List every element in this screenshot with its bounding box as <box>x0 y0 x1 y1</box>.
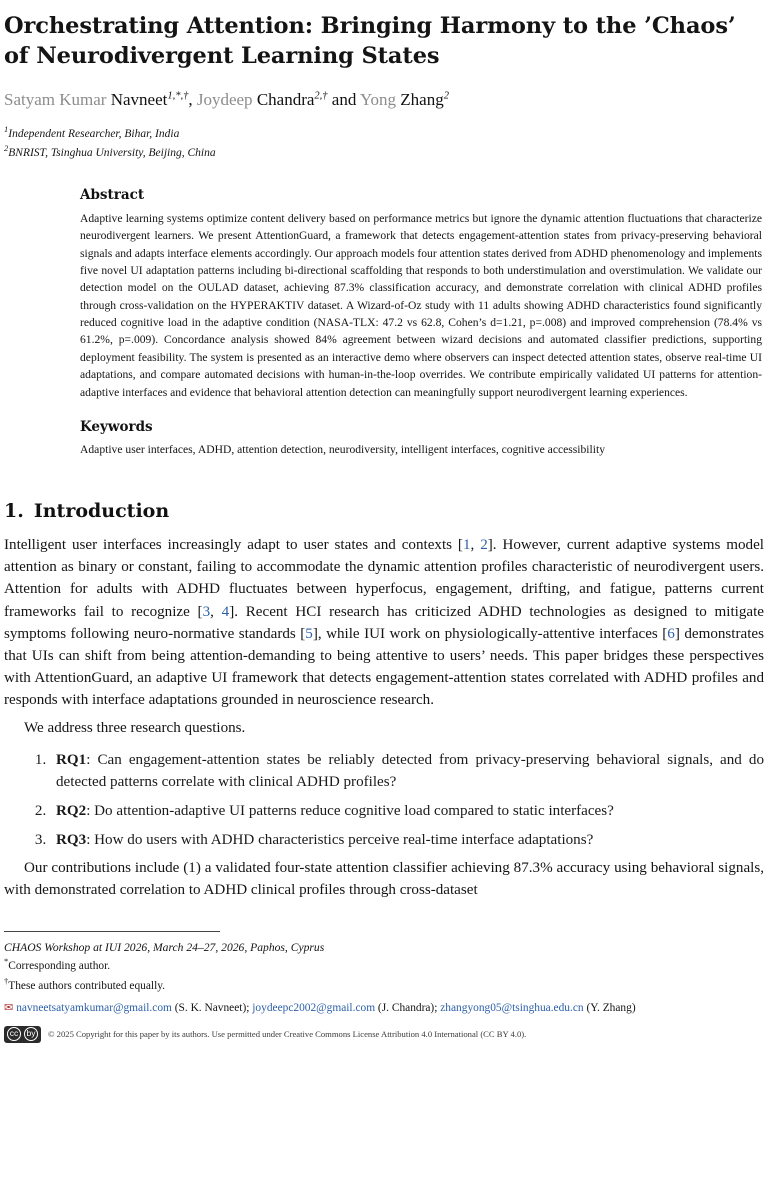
list-item <box>50 749 764 793</box>
text-run: , <box>210 603 222 620</box>
citation-link[interactable]: 4 <box>221 603 230 620</box>
section-title: Introduction <box>33 500 170 523</box>
license-text: © 2025 Copyright for this paper by its authors. Use permitted under Creative Commons License Attribution 4.0 International (CC BY 4.0). <box>48 1029 527 1040</box>
footnote-mark: * <box>4 956 9 967</box>
affiliation-mark: 1 <box>4 124 9 135</box>
footnote-text: These authors contributed equally. <box>8 979 166 992</box>
rq-text: : Do attention-adaptive UI patterns reduce cognitive load compared to static interfaces? <box>86 802 614 819</box>
list-item <box>50 800 764 822</box>
author-entry <box>4 90 188 109</box>
intro-paragraph-3: Our contributions include (1) a validated four-state attention classifier achieving 87.3% accuracy using behavioral signals, with demonstrated correlation to ADHD clinical profiles through cross-dataset <box>4 859 764 898</box>
author-affiliation-marks: 2,† <box>314 90 328 102</box>
author-conjunction: and <box>331 90 357 110</box>
intro-paragraph-2: We address three research questions. <box>24 719 246 736</box>
research-question-list <box>4 749 764 851</box>
intro-paragraph-1 <box>4 534 764 710</box>
cc-mark: cc <box>7 1027 21 1041</box>
envelope-icon: ✉ <box>4 1001 14 1014</box>
affiliation-item <box>4 125 764 144</box>
keywords-heading: Keywords <box>80 419 153 436</box>
citation-link[interactable]: 1 <box>462 537 471 554</box>
rq-label: RQ1 <box>56 751 87 768</box>
abstract-block <box>80 187 764 459</box>
keywords-text: Adaptive user interfaces, ADHD, attention detection, neurodiversity, intelligent interfaces, cognitive accessibility <box>80 443 605 457</box>
author-family-name: Chandra <box>256 90 315 110</box>
text-run: , <box>470 537 481 554</box>
rq-text: : How do users with ADHD characteristics perceive real-time interface adaptations? <box>86 831 594 848</box>
author-given-name: Joydeep <box>196 90 253 110</box>
abstract-text: Adaptive learning systems optimize content delivery based on performance metrics but ignore the dynamic attention fluctuations that characterize neurodivergent learners. We present AttentionGuard, a framework that detects engagement-attention states from privacy-preserving behavioral signals and adapts interface elements accordingly. Our approach models four attention states derived from ADHD phenomenology and implements five novel UI adaptation patterns including bi-directional scaffolding that responds to both understimulation and overstimulation. We validate our detection model on the OULAD dataset, achieving 87.3% classification accuracy, and demonstrate correlation with clinical ADHD profiles through cross-validation on the HYPERAKTIV dataset. A Wizard-of-Oz study with 11 adults showing ADHD characteristics found significantly reduced cognitive load in the adaptive condition (NASA-TLX: 47.2 vs 62.8, Cohen’s d=1.21, p=.008) and improved comprehension (78.4% vs 61.2%, p=.009). Concordance analysis showed 84% agreement between wizard decisions and automated classifier predictions, supporting deployment feasibility. The system is presented as an interactive demo where observers can inspect detected attention states, observe real-time UI adaptations, and compare automated decisions with human-in-the-loop overrides. We contribute empirically validated UI patterns for attention-adaptive interfaces and evidence that behavioral attention detection can meaningfully support neurodivergent learning experiences. <box>80 211 762 399</box>
text-run: ]. However, current adaptive systems model attention as binary or constant, failing to accommodate the dynamic attention profiles characteristic of neurodivergent users. Attention for adults with ADHD fluctuates between hyperfocus, engagement, drifting, and fatigue, patterns current frameworks fail to recognize [ <box>4 537 764 620</box>
citation-link[interactable]: 2 <box>480 537 488 554</box>
creative-commons-icon <box>4 1026 41 1043</box>
text-run: Intelligent user interfaces increasingly adapt to user states and contexts [ <box>4 537 463 554</box>
text-run: ]. Recent HCI research has criticized ADHD technologies as designed to mitigate symptoms following neuro-normative standards [ <box>4 603 765 642</box>
author-given-name: Satyam Kumar <box>4 90 107 110</box>
affiliation-list <box>4 125 764 162</box>
author-entry <box>197 90 328 109</box>
equal-contribution-note <box>4 975 764 995</box>
text-run: ], while IUI work on physiologically-attentive interfaces [ <box>312 625 668 642</box>
author-entry <box>360 90 449 109</box>
footnote-text: Corresponding author. <box>8 960 111 973</box>
email-link[interactable]: joydeepc2002@gmail.com <box>252 1001 376 1014</box>
email-link[interactable]: zhangyong05@tsinghua.edu.cn <box>440 1001 584 1014</box>
section-body <box>4 534 764 900</box>
author-family-name: Zhang <box>400 90 444 110</box>
affiliation-text: BNRIST, Tsinghua University, Beijing, China <box>8 147 216 160</box>
cc-by-mark: by <box>24 1027 38 1041</box>
author-given-name: Yong <box>359 90 397 110</box>
citation-link[interactable]: 3 <box>202 603 211 620</box>
section-heading <box>4 500 764 522</box>
email-owner: (S. K. Navneet); <box>174 1001 250 1014</box>
author-list <box>4 89 764 111</box>
text-run: ] demonstrates that UIs can shift from being attention-demanding to being attentive to users’ needs. This paper bridges these perspectives with AttentionGuard, an adaptive UI framework that detects engagement-attention states correlated with ADHD profiles and responds with interface adaptations grounded in neuroscience research. <box>4 625 764 708</box>
citation-link[interactable]: 5 <box>305 625 313 642</box>
email-link[interactable]: navneetsatyamkumar@gmail.com <box>16 1001 172 1014</box>
affiliation-mark: 2 <box>4 143 9 154</box>
section-number: 1. <box>4 500 24 523</box>
rq-text: : Can engagement-attention states be reliably detected from privacy-preserving behavioral signals, and do detected patterns correlate with clinical ADHD profiles? <box>56 751 764 790</box>
footnote-area <box>4 931 764 1043</box>
email-owner: (J. Chandra); <box>377 1001 438 1014</box>
email-list <box>4 999 764 1018</box>
citation-link[interactable]: 6 <box>667 625 675 642</box>
venue-line: CHAOS Workshop at IUI 2026, March 24–27, 2026, Paphos, Cyprus <box>4 940 325 954</box>
page-title: Orchestrating Attention: Bringing Harmony to the ’Chaos’ of Neurodivergent Learning States <box>4 13 736 69</box>
author-affiliation-marks: 2 <box>443 90 449 102</box>
license-row <box>4 1026 764 1043</box>
author-separator: , <box>188 90 193 110</box>
footnote-mark: † <box>4 975 9 986</box>
author-affiliation-marks: 1,*,† <box>167 90 189 102</box>
affiliation-item <box>4 144 764 163</box>
abstract-heading: Abstract <box>80 186 145 203</box>
author-family-name: Navneet <box>110 90 168 110</box>
list-item <box>50 829 764 851</box>
affiliation-text: Independent Researcher, Bihar, India <box>8 128 180 141</box>
email-owner: (Y. Zhang) <box>586 1001 636 1014</box>
footnote-divider <box>4 931 220 932</box>
corresponding-author-note <box>4 958 764 975</box>
rq-label: RQ3 <box>56 831 87 848</box>
rq-label: RQ2 <box>56 802 87 819</box>
